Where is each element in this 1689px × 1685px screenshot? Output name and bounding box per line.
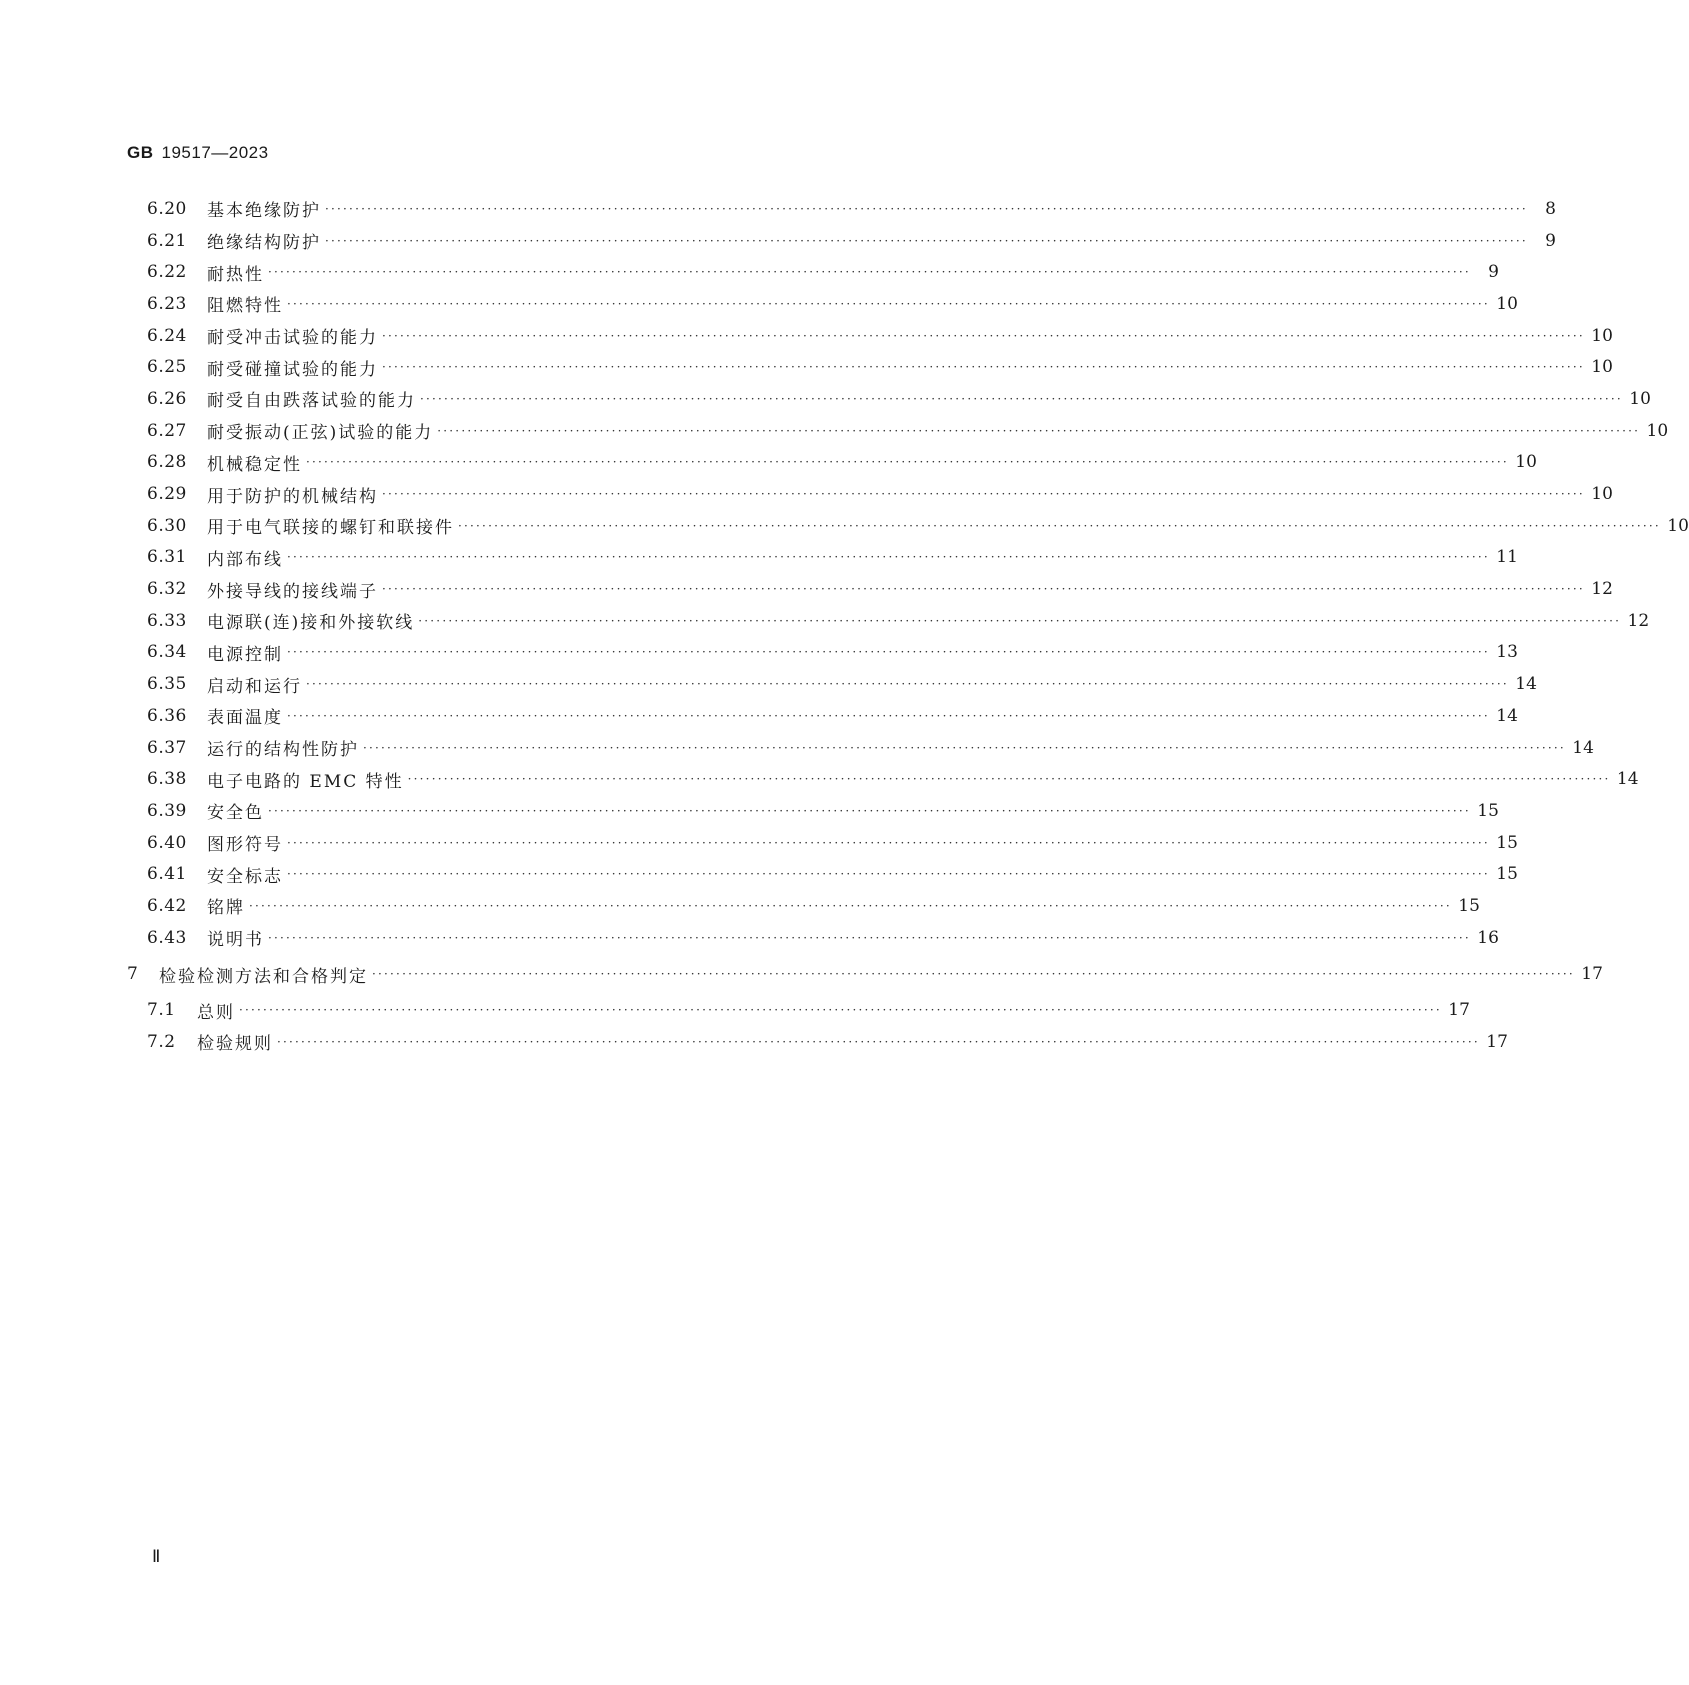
toc-leader-dots: ········································································································································································································ — [287, 835, 1490, 850]
toc-entry-title: 耐热性 — [207, 264, 264, 285]
toc-entry-page: 9 — [1488, 262, 1499, 283]
toc-leader-dots: ········································································································································································································ — [407, 772, 1611, 787]
toc-leader-dots: ········································································································································································································ — [239, 1003, 1442, 1018]
standard-number: 19517—2023 — [161, 143, 269, 162]
toc-entry[interactable] — [127, 890, 1480, 922]
toc-entry-page: 14 — [1572, 737, 1594, 758]
toc-entry-number: 6.38 — [147, 769, 187, 790]
toc-entry[interactable] — [127, 573, 1613, 605]
toc-entry-page: 14 — [1515, 674, 1537, 695]
toc-entry-number: 6.32 — [147, 579, 187, 600]
toc-entry-page: 12 — [1627, 610, 1650, 631]
toc-leader-dots: ········································································································································································································ — [287, 550, 1490, 565]
toc-entry-page: 11 — [1496, 547, 1518, 568]
toc-entry-number: 6.33 — [147, 610, 187, 631]
toc-entry-number: 6.34 — [147, 642, 187, 663]
toc-entry-page: 15 — [1458, 895, 1480, 916]
toc-leader-dots: ········································································································································································································ — [382, 582, 1585, 597]
toc-entry-page: 10 — [1591, 357, 1613, 378]
toc-entry-number: 6.23 — [147, 293, 187, 314]
toc-entry-page: 9 — [1545, 230, 1556, 251]
toc-entry[interactable] — [127, 763, 1639, 795]
toc-leader-dots: ········································································································································································································ — [372, 967, 1575, 982]
toc-entry-page: 8 — [1545, 198, 1556, 219]
toc-entry[interactable] — [127, 668, 1537, 700]
toc-entry-title: 图形符号 — [207, 835, 283, 856]
toc-entry-title: 绝缘结构防护 — [207, 233, 321, 254]
toc-leader-dots: ········································································································································································································ — [382, 487, 1585, 502]
toc-entry-page: 10 — [1515, 452, 1537, 473]
toc-entry[interactable] — [127, 795, 1499, 827]
toc-entry-page: 13 — [1496, 642, 1518, 663]
toc-entry-number: 6.42 — [147, 895, 187, 916]
toc-entry-number: 7.1 — [147, 1000, 176, 1021]
toc-entry-page: 10 — [1496, 293, 1518, 314]
toc-entry-title: 阻燃特性 — [207, 296, 283, 317]
page-number: Ⅱ — [152, 1547, 161, 1566]
toc-entry-title: 说明书 — [207, 930, 264, 951]
toc-entry-title: 外接导线的接线端子 — [207, 581, 378, 602]
toc-entry-number: 6.40 — [147, 832, 187, 853]
toc-entry-title: 基本绝缘防护 — [207, 201, 321, 222]
toc-leader-dots: ········································································································································································································ — [382, 328, 1585, 343]
toc-entry[interactable] — [127, 478, 1613, 510]
toc-entry-title: 耐受冲击试验的能力 — [207, 328, 378, 349]
toc-entry[interactable] — [127, 922, 1499, 954]
toc-entry-page: 10 — [1591, 484, 1613, 505]
toc-entry-page: 16 — [1477, 927, 1499, 948]
toc-entry-title: 耐受振动(正弦)试验的能力 — [207, 423, 434, 444]
toc-entry[interactable] — [127, 225, 1556, 257]
toc-entry-number: 6.28 — [147, 452, 187, 473]
toc-entry-number: 6.29 — [147, 484, 187, 505]
toc-entry[interactable] — [127, 383, 1651, 415]
toc-entry-title: 运行的结构性防护 — [207, 740, 359, 761]
toc-leader-dots: ········································································································································································································ — [325, 201, 1528, 216]
toc-entry[interactable] — [127, 994, 1470, 1026]
toc-entry-title: 用于电气联接的螺钉和联接件 — [207, 518, 454, 539]
toc-entry-number: 6.43 — [147, 927, 187, 948]
toc-entry-title: 耐受碰撞试验的能力 — [207, 359, 378, 380]
toc-entry-page: 14 — [1616, 769, 1639, 790]
toc-entry-page: 12 — [1591, 579, 1613, 600]
toc-entry-number: 6.37 — [147, 737, 187, 758]
toc-entry-number: 6.39 — [147, 800, 187, 821]
toc-entry-title: 铭牌 — [207, 898, 245, 919]
toc-entry-title: 安全色 — [207, 803, 264, 824]
toc-entry-title: 检验检测方法和合格判定 — [159, 966, 368, 987]
toc-leader-dots: ········································································································································································································ — [268, 930, 1471, 945]
toc-leader-dots: ········································································································································································································ — [418, 613, 1622, 628]
toc-entry-page: 14 — [1496, 705, 1518, 726]
toc-entry-title: 内部布线 — [207, 549, 283, 570]
toc-entry[interactable] — [127, 256, 1499, 288]
toc-entry-number: 7.2 — [147, 1031, 176, 1052]
toc-leader-dots: ········································································································································································································ — [268, 265, 1471, 280]
toc-entry[interactable] — [127, 858, 1518, 890]
toc-entry-title: 安全标志 — [207, 866, 283, 887]
toc-entry-title: 启动和运行 — [207, 676, 302, 697]
toc-entry-number: 6.20 — [147, 198, 187, 219]
toc-entry[interactable] — [127, 320, 1613, 352]
toc-entry-page: 10 — [1667, 515, 1689, 536]
toc-entry[interactable] — [127, 827, 1518, 859]
table-of-contents — [127, 193, 1689, 1058]
toc-entry-title: 检验规则 — [197, 1034, 273, 1055]
toc-entry[interactable] — [127, 605, 1650, 637]
toc-entry[interactable] — [127, 351, 1613, 383]
toc-entry-number: 6.31 — [147, 547, 187, 568]
toc-entry[interactable] — [127, 700, 1518, 732]
toc-entry-number: 6.35 — [147, 674, 187, 695]
toc-entry-number: 6.27 — [147, 420, 187, 441]
toc-entry-number: 6.41 — [147, 864, 187, 885]
toc-entry-title: 电源联(连)接和外接软线 — [207, 613, 415, 634]
toc-leader-dots: ········································································································································································································ — [287, 708, 1490, 723]
toc-leader-dots: ········································································································································································································ — [306, 677, 1509, 692]
toc-entry-page: 17 — [1581, 964, 1603, 985]
toc-entry[interactable] — [127, 415, 1669, 447]
toc-leader-dots: ········································································································································································································ — [458, 518, 1661, 533]
toc-entry[interactable] — [127, 288, 1518, 320]
toc-entry[interactable] — [127, 637, 1518, 669]
toc-leader-dots: ········································································································································································································ — [437, 423, 1641, 438]
toc-entry[interactable] — [127, 542, 1518, 574]
toc-entry-number: 6.36 — [147, 705, 187, 726]
toc-entry-title: 电子电路的 EMC 特性 — [207, 771, 404, 792]
toc-leader-dots: ········································································································································································································ — [249, 898, 1452, 913]
toc-entry-title: 耐受自由跌落试验的能力 — [207, 391, 416, 412]
toc-leader-dots: ········································································································································································································ — [382, 360, 1585, 375]
toc-entry-page: 15 — [1496, 864, 1518, 885]
toc-entry[interactable] — [127, 732, 1594, 764]
toc-entry-number: 6.30 — [147, 515, 187, 536]
toc-entry[interactable] — [127, 193, 1556, 225]
toc-entry-title: 电源控制 — [207, 644, 283, 665]
toc-leader-dots: ········································································································································································································ — [277, 1034, 1480, 1049]
toc-entry-page: 17 — [1448, 1000, 1470, 1021]
toc-leader-dots: ········································································································································································································ — [287, 867, 1490, 882]
toc-entry-page: 10 — [1646, 420, 1669, 441]
toc-entry[interactable] — [127, 1026, 1508, 1058]
toc-entry-number: 6.22 — [147, 262, 187, 283]
toc-entry-title: 机械稳定性 — [207, 454, 302, 475]
toc-entry-number: 6.26 — [147, 388, 187, 409]
toc-entry[interactable] — [127, 447, 1537, 479]
toc-leader-dots: ········································································································································································································ — [325, 233, 1528, 248]
toc-entry-page: 10 — [1629, 388, 1651, 409]
toc-entry-page: 17 — [1486, 1031, 1508, 1052]
toc-entry-page: 15 — [1496, 832, 1518, 853]
toc-leader-dots: ········································································································································································································ — [420, 391, 1623, 406]
toc-entry[interactable] — [127, 510, 1689, 542]
toc-entry-title: 总则 — [197, 1002, 235, 1023]
toc-entry-title: 表面温度 — [207, 708, 283, 729]
toc-entry[interactable] — [127, 959, 1603, 991]
toc-entry-number: 6.21 — [147, 230, 187, 251]
toc-leader-dots: ········································································································································································································ — [306, 455, 1509, 470]
toc-leader-dots: ········································································································································································································ — [287, 296, 1490, 311]
toc-entry-title: 用于防护的机械结构 — [207, 486, 378, 507]
toc-entry-page: 10 — [1591, 325, 1613, 346]
document-header — [127, 143, 269, 163]
toc-leader-dots: ········································································································································································································ — [268, 803, 1471, 818]
toc-leader-dots: ········································································································································································································ — [287, 645, 1490, 660]
toc-entry-number: 7 — [127, 964, 139, 985]
toc-entry-number: 6.24 — [147, 325, 187, 346]
toc-entry-page: 15 — [1477, 800, 1499, 821]
toc-leader-dots: ········································································································································································································ — [363, 740, 1566, 755]
toc-entry-number: 6.25 — [147, 357, 187, 378]
standard-prefix: GB — [127, 143, 154, 162]
